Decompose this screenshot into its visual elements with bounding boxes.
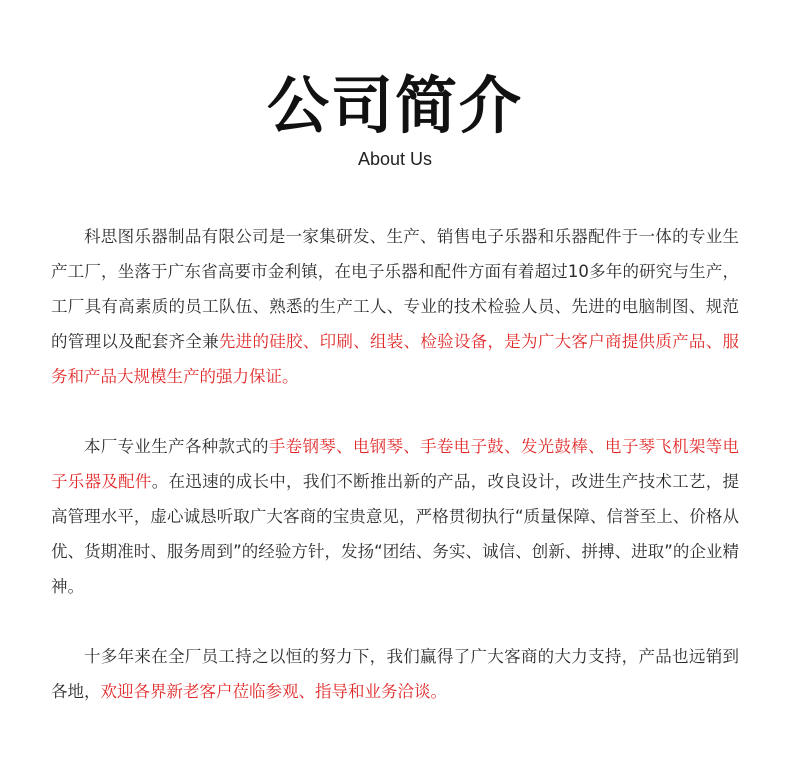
company-intro-body [51, 219, 739, 709]
welcome-paragraph [51, 639, 739, 709]
paragraph-highlight: 欢迎各界新老客户莅临参观、指导和业务洽谈。 [100, 682, 447, 701]
paragraph-text: 科思图乐器制品有限公司是一家集研发、生产、销售电子乐器和乐器配件于一体的专业生产工厂，坐落于广东省高要市金利镇，在电子乐器和配件方面有着超过10多年的研究与生产，工厂具有高素质的员工队伍、熟悉的生产工人、专业的技术检验人员、先进的电脑制图、规范的管理以及配套齐全兼 [51, 227, 739, 351]
page-title: 公司简介 [266, 69, 523, 142]
products-paragraph [51, 429, 739, 604]
paragraph-text: 。在迅速的成长中，我们不断推出新的产品，改良设计，改进生产技术工艺，提高管理水平，虚心诚恳听取广大客商的宝贵意见，严格贯彻执行“质量保障、信誉至上、价格从优、货期准时、服务周到”的经验方针，发扬“团结、务实、诚信、创新、拼搏、进取”的企业精神。 [51, 472, 740, 596]
intro-paragraph [51, 219, 739, 394]
paragraph-text: 本厂专业生产各种款式的 [84, 437, 269, 456]
paragraph-highlight: 手卷钢琴、电钢琴、手卷电子鼓、发光鼓棒、电子琴飞机架等电子乐器及配件 [51, 437, 740, 491]
page-subtitle: About Us [357, 149, 433, 169]
paragraph-highlight: 先进的硅胶、印刷、组装、检验设备，是为广大客户商提供质产品、服务和产品大规模生产的强力保证。 [51, 332, 740, 386]
page-header [0, 66, 790, 171]
paragraph-text: 十多年来在全厂员工持之以恒的努力下，我们赢得了广大客商的大力支持，产品也远销到各地， [51, 647, 739, 701]
